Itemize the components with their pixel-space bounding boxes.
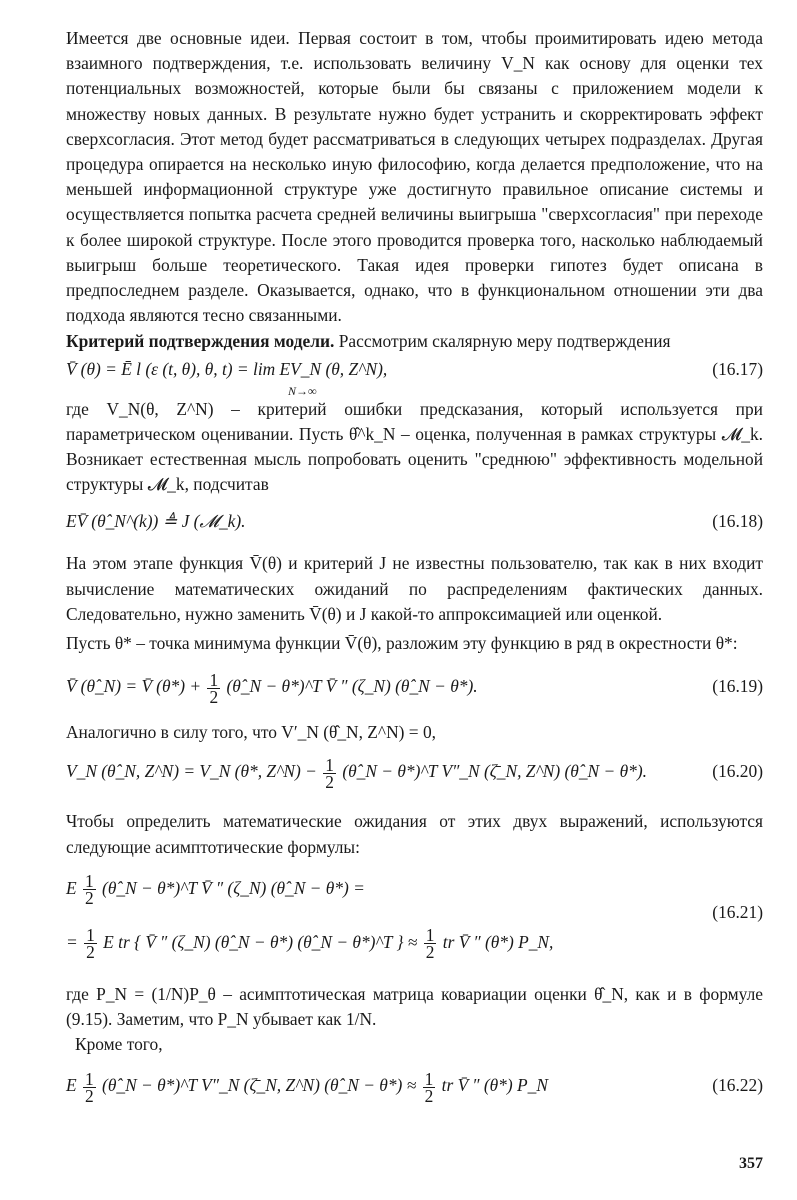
paragraph-2 <box>66 329 763 354</box>
equation-16-20 <box>66 751 763 809</box>
paragraph-5: Пусть θ* – точка минимума функции V̄(θ), разложим эту функцию в ряд в окрестности θ*: <box>66 633 738 654</box>
equation-16-22-body: E $\frac{1}{2}$ (θ̂_N − θ*)^T V″_N (ζ̄_N, Z^N) (θ̂_N − θ*) ≈ $\frac{1}{2}$ tr V̄ ″ (θ*) P_N <box>66 1068 548 1106</box>
equation-16-20-lhs: V_N (θ̂_N, Z^N) = V_N (θ*, Z^N) − <box>66 761 317 782</box>
paragraph-7: Чтобы определить математические ожидания от этих двух выражений, используются следующие асимптотические формулы: <box>66 811 763 857</box>
equation-16-20-body <box>66 751 647 791</box>
equation-16-18-number: (16.18) <box>712 511 763 532</box>
page-number: 357 <box>739 1155 763 1172</box>
equation-16-21-line-2: = $\frac{1}{2}$ E tr { V̄ ″ (ζ_N) (θ̂_N − θ*) (θ̂_N − θ*)^T } ≈ $\frac{1}{2}$ tr V̄ ″ (θ*) P_N, <box>66 925 554 963</box>
equation-16-17-body: V̄ (θ) = Ē l (ε (t, θ), θ, t) = lim EV_N (θ, Z^N), <box>66 358 388 379</box>
equation-16-19 <box>66 666 763 722</box>
equation-16-17-lim-subscript: N→∞ <box>288 383 317 398</box>
equation-16-22-number: (16.22) <box>712 1075 763 1096</box>
equation-16-22 <box>66 1065 763 1121</box>
equation-16-20-rhs: (θ̂_N − θ*)^T V″_N (ζ̄_N, Z^N) (θ̂_N − θ*). <box>342 761 647 782</box>
paragraph-1: Имеется две основные идеи. Первая состоит в том, чтобы проимитировать идею метода взаимного подтверждения, т.е. использовать величину V_N как основу для оценки тех потенциальных возможностей, которые были бы связаны с приложением модели к множеству новых данных. В результате нужно будет устранить и скорректировать эффект сверхсогласия. Этот метод будет рассматриваться в следующих четырех подразделах. Другая процедура опирается на несколько иную философию, когда делается предположение, что на меньшей информационной структуре уже достигнуто правильное описание системы и осуществляется попытка расчета средней величины выигрыша "сверхсогласия" при переходе к более широкой структуре. После этого проводится проверка того, насколько наблюдаемый выигрыш больше теоретического. Такая идея проверки гипотез будет описана в предпоследнем разделе. Оказывается, однако, что в функциональном отношении эти два подхода являются тесно связанными. <box>66 28 763 326</box>
fraction-one-half: $\frac{1}{2}$ <box>325 754 334 792</box>
fraction-one-half: $\frac{1}{2}$ <box>86 925 95 963</box>
fraction-one-half: $\frac{1}{2}$ <box>209 669 219 707</box>
equation-16-21-line-1: E $\frac{1}{2}$ (θ̂_N − θ*)^T V̄ ″ (ζ_N) (θ̂_N − θ*) = <box>66 871 365 909</box>
equation-16-17-number: (16.17) <box>712 358 763 379</box>
fraction-one-half: $\frac{1}{2}$ <box>425 925 435 963</box>
equation-16-19-number: (16.19) <box>712 676 763 697</box>
fraction-one-half: $\frac{1}{2}$ <box>424 1068 434 1106</box>
equation-16-19-rhs: (θ̂_N − θ*)^T V̄ ″ (ζ_N) (θ̂_N − θ*). <box>226 676 478 697</box>
equation-16-21 <box>66 868 763 980</box>
equation-16-21-number: (16.21) <box>712 901 763 922</box>
section-heading: Критерий подтверждения модели. <box>66 331 335 352</box>
paragraph-4: На этом этапе функция V̄(θ) и критерий J не известны пользователю, так как в них входит вычисление математических ожиданий по распределениям фактических данных. Следовательно, нужно заменить V̄(θ) и J какой-то аппроксимацией или оценкой. <box>66 553 763 624</box>
paragraph-2-text: Рассмотрим скалярную меру подтверждения <box>338 331 671 352</box>
paragraph-6: Аналогично в силу того, что V′_N (θ̂_N, Z^N) = 0, <box>66 722 436 743</box>
equation-16-18-body: EV̄ (θ̂_N^(k)) ≜ J (𝓜_k). <box>66 511 246 532</box>
paragraph-9: Кроме того, <box>75 1034 163 1055</box>
equation-16-17 <box>66 355 763 398</box>
paragraph-3: где V_N(θ, Z^N) – критерий ошибки предсказания, который используется при параметрическом оценивании. Пусть θ̂^k_N – оценка, полученная в рамках структуры 𝓜_k. Возникает естественная мысль попробовать оценить "среднюю" эффективность модельной структуры 𝓜_k, подсчитав <box>66 398 763 495</box>
fraction-one-half: $\frac{1}{2}$ <box>84 1068 94 1106</box>
equation-16-19-body <box>66 666 478 706</box>
paragraph-8: где P_N = (1/N)P_θ – асимптотическая матрица ковариации оценки θ̂_N, как и в формуле (9.15). Заметим, что P_N убывает как 1/N. <box>66 983 763 1030</box>
equation-16-19-lhs: V̄ (θ̂_N) = V̄ (θ*) + <box>66 676 202 697</box>
equation-16-20-number: (16.20) <box>712 761 763 782</box>
fraction-one-half: $\frac{1}{2}$ <box>84 871 94 909</box>
equation-16-18 <box>66 507 763 551</box>
